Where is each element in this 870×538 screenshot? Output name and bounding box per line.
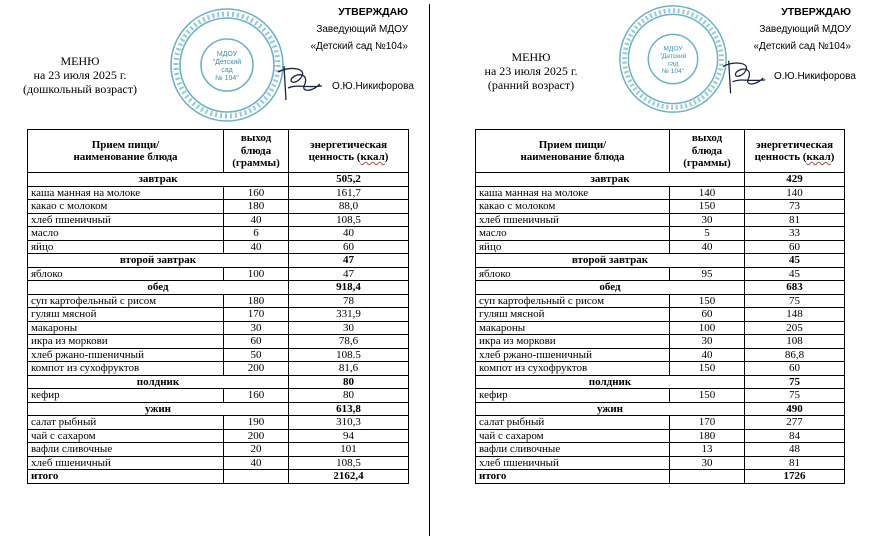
dish-output: 150: [670, 362, 745, 376]
dish-energy: 88,0: [289, 200, 409, 214]
column-header-dish: Прием пищи/ наименование блюда: [28, 130, 224, 173]
dish-output: 40: [670, 240, 745, 254]
column-header-output: выход блюда (граммы): [224, 130, 289, 173]
total-row: [476, 470, 845, 484]
table-row: [28, 443, 409, 457]
table-row: [476, 443, 845, 457]
stamp-text: № 104": [661, 68, 685, 76]
approval-signer: О.Ю.Никифорова: [332, 81, 414, 92]
dish-output: 30: [224, 321, 289, 335]
table-row: [28, 348, 409, 362]
dish-name: хлеб пшеничный: [28, 456, 224, 470]
dish-energy: 78: [289, 294, 409, 308]
column-header-energy: энергетическая ценность (ккал): [745, 130, 845, 173]
dish-name: кефир: [476, 389, 670, 403]
table-row: [476, 294, 845, 308]
approval-heading: УТВЕРЖДАЮ: [338, 6, 408, 18]
dish-name: хлеб ржано-пшеничный: [28, 348, 224, 362]
dish-energy: 33: [745, 227, 845, 241]
dish-output: 190: [224, 416, 289, 430]
total-energy: 2162,4: [289, 470, 409, 484]
approval-block: [280, 4, 408, 55]
table-row: [28, 213, 409, 227]
dish-output: 30: [670, 335, 745, 349]
meal-energy: 80: [289, 375, 409, 389]
dish-output: 100: [224, 267, 289, 281]
table-row: [476, 456, 845, 470]
dish-energy: 108,5: [289, 456, 409, 470]
approval-block: [723, 4, 851, 55]
dish-energy: 331,9: [289, 308, 409, 322]
dish-energy: 161,7: [289, 186, 409, 200]
menu-title-age: (дошкольный возраст): [23, 82, 137, 96]
meal-name: полдник: [476, 375, 745, 389]
dish-name: вафли сливочные: [28, 443, 224, 457]
menu-title: [20, 54, 140, 96]
meal-name: второй завтрак: [476, 254, 745, 268]
dish-energy: 108: [745, 335, 845, 349]
table-row: [28, 456, 409, 470]
table-row: [28, 294, 409, 308]
dish-energy: 75: [745, 389, 845, 403]
dish-name: кефир: [28, 389, 224, 403]
dish-output: 40: [224, 213, 289, 227]
dish-name: икра из моркови: [476, 335, 670, 349]
meal-header-row: [28, 402, 409, 416]
stamp-text: сад: [221, 67, 233, 74]
menu-table: [27, 129, 409, 484]
dish-name: масло: [476, 227, 670, 241]
dish-name: чай с сахаром: [28, 429, 224, 443]
dish-energy: 310,3: [289, 416, 409, 430]
dish-energy: 60: [745, 240, 845, 254]
table-row: [476, 267, 845, 281]
table-row: [28, 267, 409, 281]
meal-header-row: [476, 402, 845, 416]
dish-output: 40: [224, 240, 289, 254]
meal-header-row: [28, 254, 409, 268]
meal-energy: 613,8: [289, 402, 409, 416]
signature-icon: [276, 62, 326, 104]
dish-energy: 30: [289, 321, 409, 335]
dish-name: макароны: [28, 321, 224, 335]
dish-energy: 45: [745, 267, 845, 281]
stamp-text: сад: [667, 60, 679, 68]
dish-output: 60: [224, 335, 289, 349]
dish-energy: 40: [289, 227, 409, 241]
dish-name: макароны: [476, 321, 670, 335]
dish-output: 160: [224, 186, 289, 200]
meal-header-row: [476, 281, 845, 295]
dish-name: компот из сухофруктов: [476, 362, 670, 376]
dish-energy: 47: [289, 267, 409, 281]
dish-name: салат рыбный: [476, 416, 670, 430]
stamp-text: "Детский: [659, 53, 687, 61]
dish-name: яйцо: [28, 240, 224, 254]
table-row: [476, 429, 845, 443]
dish-output: 150: [670, 200, 745, 214]
menu-title-date: на 23 июля 2025 г.: [484, 64, 578, 78]
meal-energy: 45: [745, 254, 845, 268]
dish-name: хлеб пшеничный: [476, 456, 670, 470]
dish-energy: 108.5: [289, 348, 409, 362]
dish-energy: 205: [745, 321, 845, 335]
table-row: [476, 362, 845, 376]
menu-title-date: на 23 июля 2025 г.: [33, 68, 127, 82]
stamp-text: "Детский: [212, 59, 242, 66]
table-row: [28, 240, 409, 254]
dish-name: суп картофельный с рисом: [476, 294, 670, 308]
total-energy: 1726: [745, 470, 845, 484]
dish-output: 170: [224, 308, 289, 322]
table-row: [28, 362, 409, 376]
meal-energy: 47: [289, 254, 409, 268]
dish-energy: 73: [745, 200, 845, 214]
menu-table-body: [476, 173, 845, 484]
dish-energy: 80: [289, 389, 409, 403]
dish-output: 100: [670, 321, 745, 335]
dish-name: хлеб ржано-пшеничный: [476, 348, 670, 362]
menu-table-body: [28, 173, 409, 484]
table-row: [476, 348, 845, 362]
table-row: [476, 227, 845, 241]
menu-preschool: [0, 0, 430, 538]
meal-header-row: [476, 375, 845, 389]
table-row: [28, 308, 409, 322]
table-row: [28, 389, 409, 403]
meal-header-row: [476, 254, 845, 268]
dish-energy: 75: [745, 294, 845, 308]
dish-energy: 81: [745, 213, 845, 227]
total-output: [224, 470, 289, 484]
dish-output: 170: [670, 416, 745, 430]
dish-energy: 86,8: [745, 348, 845, 362]
dish-output: 150: [670, 389, 745, 403]
dish-energy: 148: [745, 308, 845, 322]
dish-energy: 48: [745, 443, 845, 457]
dish-name: яблоко: [28, 267, 224, 281]
dish-energy: 81: [745, 456, 845, 470]
meal-header-row: [476, 173, 845, 187]
dish-output: 200: [224, 429, 289, 443]
meal-energy: 505,2: [289, 173, 409, 187]
menu-title-heading: МЕНЮ: [511, 50, 551, 64]
stamp-seal-icon: [168, 6, 286, 124]
meal-header-row: [28, 173, 409, 187]
table-row: [28, 186, 409, 200]
meal-name: второй завтрак: [28, 254, 289, 268]
dish-name: гуляш мясной: [28, 308, 224, 322]
table-row: [476, 416, 845, 430]
table-row: [476, 321, 845, 335]
meal-energy: 429: [745, 173, 845, 187]
dish-output: 180: [670, 429, 745, 443]
table-row: [476, 186, 845, 200]
dish-energy: 81,6: [289, 362, 409, 376]
dish-output: 30: [670, 213, 745, 227]
meal-name: ужин: [476, 402, 745, 416]
dish-name: компот из сухофруктов: [28, 362, 224, 376]
dish-output: 150: [670, 294, 745, 308]
meal-name: полдник: [28, 375, 289, 389]
dish-name: хлеб пшеничный: [476, 213, 670, 227]
dish-output: 60: [670, 308, 745, 322]
dish-output: 180: [224, 200, 289, 214]
meal-header-row: [28, 375, 409, 389]
dish-energy: 60: [289, 240, 409, 254]
table-row: [476, 335, 845, 349]
meal-name: ужин: [28, 402, 289, 416]
table-row: [28, 429, 409, 443]
approval-org: «Детский сад №104»: [310, 41, 408, 52]
dish-name: чай с сахаром: [476, 429, 670, 443]
approval-signer: О.Ю.Никифорова: [774, 71, 856, 82]
dish-output: 200: [224, 362, 289, 376]
table-row: [28, 321, 409, 335]
dish-output: 50: [224, 348, 289, 362]
dish-energy: 108,5: [289, 213, 409, 227]
dish-energy: 60: [745, 362, 845, 376]
total-label: итого: [476, 470, 670, 484]
dish-name: масло: [28, 227, 224, 241]
table-row: [28, 200, 409, 214]
table-header-row: [28, 130, 409, 173]
meal-name: обед: [476, 281, 745, 295]
meal-header-row: [28, 281, 409, 295]
menu-title-heading: МЕНЮ: [60, 54, 100, 68]
dish-output: 95: [670, 267, 745, 281]
column-header-output: выход блюда (граммы): [670, 130, 745, 173]
dish-name: яйцо: [476, 240, 670, 254]
dish-name: суп картофельный с рисом: [28, 294, 224, 308]
dish-energy: 78,6: [289, 335, 409, 349]
dish-name: каша манная на молоке: [28, 186, 224, 200]
stamp-text: МДОУ: [216, 51, 238, 58]
menu-table: [475, 129, 845, 484]
dish-name: каша манная на молоке: [476, 186, 670, 200]
meal-name: обед: [28, 281, 289, 295]
dish-output: 20: [224, 443, 289, 457]
menu-early-age: [431, 0, 870, 538]
dish-output: 180: [224, 294, 289, 308]
dish-output: 160: [224, 389, 289, 403]
menu-title: [471, 50, 591, 92]
dish-output: 140: [670, 186, 745, 200]
dish-output: 13: [670, 443, 745, 457]
meal-name: завтрак: [28, 173, 289, 187]
dish-energy: 140: [745, 186, 845, 200]
table-row: [28, 335, 409, 349]
table-row: [476, 213, 845, 227]
menu-title-age: (ранний возраст): [487, 78, 575, 92]
dish-energy: 277: [745, 416, 845, 430]
meal-name: завтрак: [476, 173, 745, 187]
dish-name: какао с молоком: [476, 200, 670, 214]
stamp-seal-icon: [617, 3, 729, 115]
approval-position: Заведующий МДОУ: [316, 24, 408, 35]
stamp-text: МДОУ: [663, 45, 683, 53]
meal-energy: 490: [745, 402, 845, 416]
meal-energy: 918,4: [289, 281, 409, 295]
total-output: [670, 470, 745, 484]
table-row: [28, 227, 409, 241]
table-header-row: [476, 130, 845, 173]
dish-energy: 101: [289, 443, 409, 457]
dish-name: какао с молоком: [28, 200, 224, 214]
total-label: итого: [28, 470, 224, 484]
approval-position: Заведующий МДОУ: [759, 24, 851, 35]
column-header-dish: Прием пищи/ наименование блюда: [476, 130, 670, 173]
dish-name: яблоко: [476, 267, 670, 281]
dish-energy: 94: [289, 429, 409, 443]
dish-output: 30: [670, 456, 745, 470]
dish-output: 40: [670, 348, 745, 362]
dish-output: 5: [670, 227, 745, 241]
dish-name: икра из моркови: [28, 335, 224, 349]
approval-org: «Детский сад №104»: [753, 41, 851, 52]
signature-icon: [721, 56, 769, 98]
approval-heading: УТВЕРЖДАЮ: [781, 6, 851, 18]
total-row: [28, 470, 409, 484]
dish-name: гуляш мясной: [476, 308, 670, 322]
table-row: [476, 240, 845, 254]
dish-name: хлеб пшеничный: [28, 213, 224, 227]
table-row: [476, 308, 845, 322]
table-row: [476, 389, 845, 403]
table-row: [28, 416, 409, 430]
dish-output: 6: [224, 227, 289, 241]
dish-name: вафли сливочные: [476, 443, 670, 457]
dish-name: салат рыбный: [28, 416, 224, 430]
meal-energy: 683: [745, 281, 845, 295]
meal-energy: 75: [745, 375, 845, 389]
table-row: [476, 200, 845, 214]
dish-output: 40: [224, 456, 289, 470]
dish-energy: 84: [745, 429, 845, 443]
stamp-text: № 104": [215, 75, 239, 82]
column-header-energy: энергетическая ценность (ккал): [289, 130, 409, 173]
